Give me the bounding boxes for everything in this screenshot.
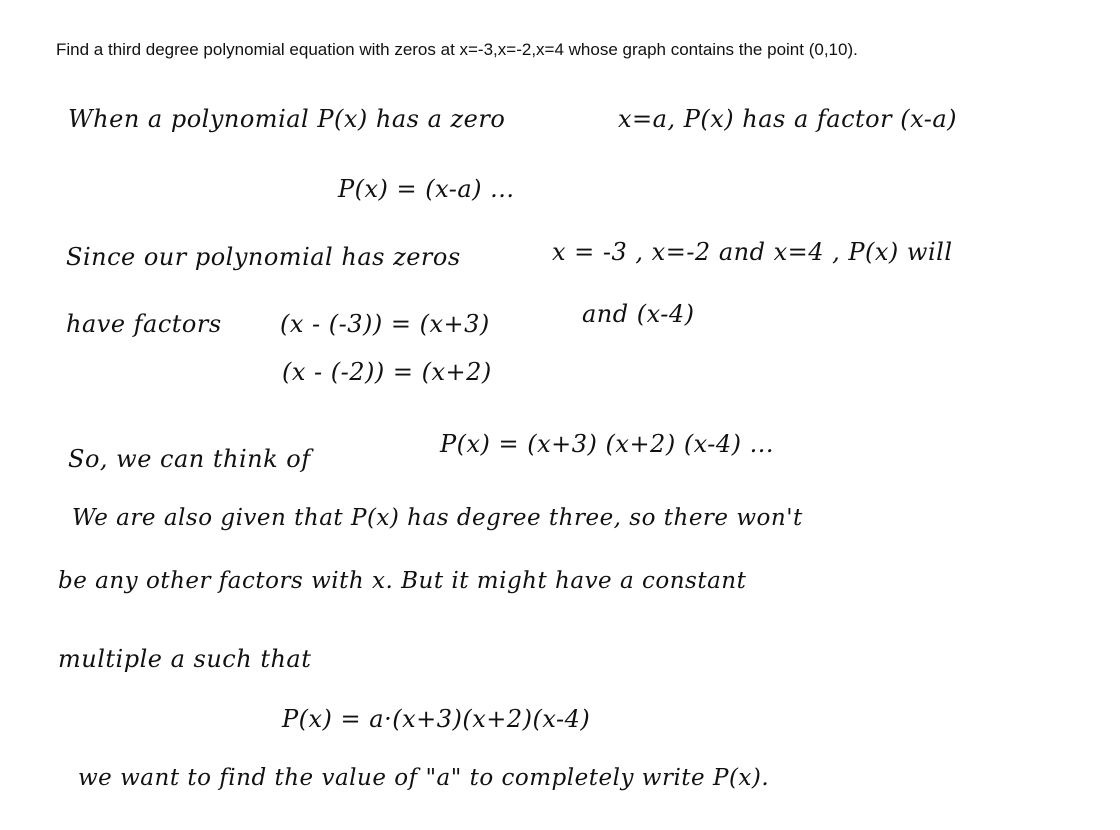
handwritten-line: have factors [66, 310, 222, 338]
handwritten-line: When a polynomial P(x) has a zero [68, 105, 506, 133]
handwritten-line: x=a, P(x) has a factor (x-a) [618, 105, 957, 133]
handwritten-line: P(x) = (x+3) (x+2) (x-4) ... [440, 430, 775, 458]
handwritten-line: be any other factors with x. But it might have a constant [58, 568, 747, 594]
handwritten-line: and (x-4) [582, 300, 695, 328]
handwritten-line: (x - (-2)) = (x+2) [282, 358, 492, 386]
handwritten-line: P(x) = a·(x+3)(x+2)(x-4) [282, 705, 591, 733]
handwritten-line: So, we can think of [68, 445, 311, 473]
handwritten-line: We are also given that P(x) has degree three, so there won't [72, 505, 803, 531]
handwritten-line: x = -3 , x=-2 and x=4 , P(x) will [552, 238, 953, 266]
handwritten-line: (x - (-3)) = (x+3) [280, 310, 490, 338]
handwritten-line: we want to find the value of "a" to completely write P(x). [78, 765, 770, 791]
handwritten-line: Since our polynomial has zeros [66, 243, 461, 271]
handwritten-line: multiple a such that [58, 645, 312, 673]
problem-statement: Find a third degree polynomial equation with zeros at x=-3,x=-2,x=4 whose graph contains the point (0,10). [56, 40, 858, 59]
handwritten-line: P(x) = (x-a) ... [338, 175, 515, 203]
